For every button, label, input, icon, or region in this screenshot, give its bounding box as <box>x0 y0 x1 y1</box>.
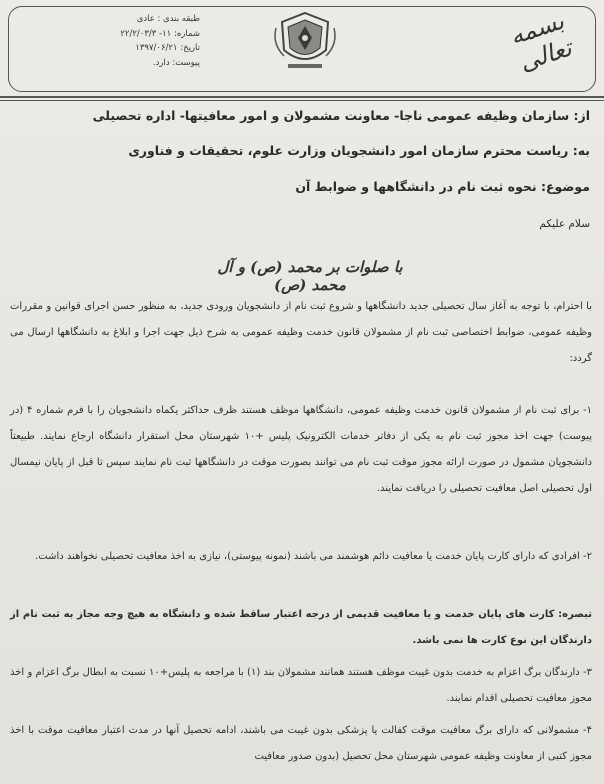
greeting: سلام علیکم <box>539 218 590 230</box>
basmala: بسمه تعالی <box>506 6 576 77</box>
subject-line: موضوع: نحوه ثبت نام در دانشگاهها و ضوابط آن <box>295 179 590 194</box>
paragraph-intro: با احترام، با توجه به آغاز سال تحصیلی جدید دانشگاهها و شروع ثبت نام از دانشجویان ورودی جدید، به منظور حسن اجرای قوانین و مقررات وظیفه عمومی، ضوابط اختصاصی ثبت نام از مشمولان قانون خدمت وظیفه عمومی به شرح ذیل جهت اجرا و ابلاغ به دانشگاهها ارسال می گردد: <box>10 301 592 364</box>
attachment-label: پیوست: دارد. <box>152 57 200 68</box>
paragraph-item-1: ۱- برای ثبت نام از مشمولان قانون خدمت وظیفه عمومی، دانشگاهها موظف هستند ظرف حداکثر یکماه دانشجویان را با فرم شماره ۴ (در پیوست) جهت اخذ مجوز ثبت نام به یکی از دفاتر خدمات الکترونیک پلیس +۱۰ شهرستان محل استقرار دانشگاه ارجاع نمایند. طبیعتاً دانشجویان مشمول در صورت ارائه مجوز موقت ثبت نام می توانند بصورت موقت در دانشگاهها ثبت نام نمایند سپس تا قبل از پایان نیمسال اول تحصیلی اصل معافیت تحصیلی را دریافت نمایند. <box>10 405 592 494</box>
paragraph-item-3: ۳- دارندگان برگ اعزام به خدمت بدون غیبت موظف هستند همانند مشمولان بند (۱) با مراجعه به پلیس+۱۰ نسبت به ابطال برگ اعزام و اخذ مجوز معافیت تحصیلی اقدام نمایند. <box>10 667 592 704</box>
to-line: به: ریاست محترم سازمان امور دانشجویان وزارت علوم، تحقیقات و فناوری <box>128 143 590 158</box>
header-divider-thin <box>0 100 604 101</box>
letter-number: شماره: ۱۱- ۲۲/۲/۰۳/۳ <box>120 28 200 39</box>
police-emblem-icon <box>268 10 342 74</box>
paragraph-item-4: ۴- مشمولانی که دارای برگ معافیت موقت کفالت یا پزشکی بدون غیبت می باشند، ادامه تحصیل آنها در مدت اعتبار معافیت موقت با اخذ مجوز کتبی از معاونت وظیفه عمومی شهرستان محل تحصیل (بدون صدور معافیت <box>10 725 592 762</box>
salawat: با صلوات بر محمد (ص) و آل محمد (ص) <box>217 258 403 294</box>
paragraph-item-2: ۲- افرادی که دارای کارت پایان خدمت یا معافیت دائم هوشمند می باشند (نمونه پیوستی)، نیازی به اخذ معافیت تحصیلی نخواهند داشت. <box>35 551 592 562</box>
from-line: از: سازمان وظیفه عمومی ناجا- معاونت مشمولان و امور معافیتها- اداره تحصیلی <box>92 108 590 123</box>
letter-date: تاریخ: ۱۳۹۷/۰۶/۲۱ <box>135 43 200 53</box>
paragraph-note: تبصره: کارت های پایان خدمت و یا معافیت قدیمی از درجه اعتبار ساقط شده و دانشگاه به هیچ وجه مجاز به ثبت نام از دارندگان این نوع کارت ها نمی باشد. <box>10 609 592 646</box>
letter-metadata <box>20 12 200 70</box>
header-divider <box>0 96 604 98</box>
classification-label: طبقه بندی : عادی <box>136 14 200 24</box>
